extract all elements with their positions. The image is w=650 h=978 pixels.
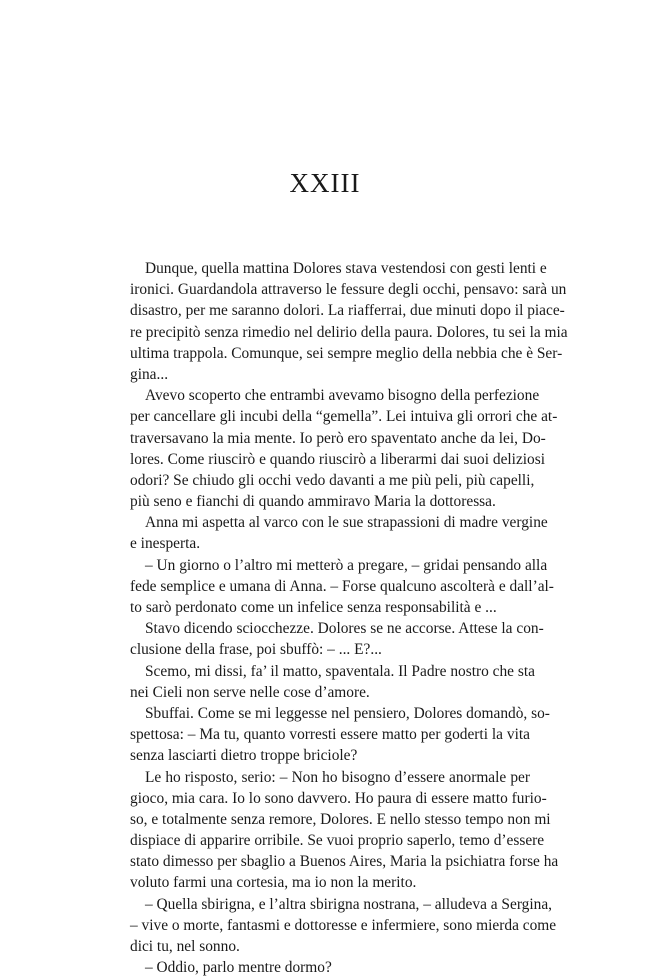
text-line: Le ho risposto, serio: – Non ho bisogno d’essere anormale per xyxy=(145,768,530,786)
paragraph xyxy=(130,703,550,767)
text-line: senza lasciarti dietro troppe briciole? xyxy=(130,747,358,765)
text-line: Stavo dicendo sciocchezze. Dolores se ne accorse. Attese la con- xyxy=(145,620,544,638)
text-line: e inesperta. xyxy=(130,535,201,553)
paragraph xyxy=(130,618,544,660)
text-line: so, e totalmente senza remore, Dolores. E nello stesso tempo non mi xyxy=(130,810,551,828)
text-line: gioco, mia cara. Io lo sono davvero. Ho paura di essere matto furio- xyxy=(130,789,547,807)
chapter-title: XXIII xyxy=(289,168,361,198)
paragraph xyxy=(130,767,559,894)
text-line: ultima trappola. Comunque, sei sempre meglio della nebbia che è Ser- xyxy=(130,344,563,362)
text-line: Dunque, quella mattina Dolores stava vestendosi con gesti lenti e xyxy=(145,260,547,277)
paragraph xyxy=(130,661,535,703)
text-line: disastro, per me saranno dolori. La riafferrai, due minuti dopo il piace- xyxy=(130,302,565,320)
text-line: – vive o morte, fantasmi e dottoresse e infermiere, sono mierda come xyxy=(130,916,557,934)
text-line: stato dimesso per sbaglio a Buenos Aires, Maria la psichiatra forse ha xyxy=(130,853,559,871)
text-line: fede semplice e umana di Anna. – Forse qualcuno ascolterà e dall’al- xyxy=(130,577,554,595)
text-line: Avevo scoperto che entrambi avevamo bisogno della perfezione xyxy=(145,387,540,405)
text-line: ironici. Guardandola attraverso le fessure degli occhi, pensavo: sarà un xyxy=(130,281,567,299)
text-line: spettosa: – Ma tu, quanto vorresti essere matto per goderti la vita xyxy=(130,726,530,744)
text-line: lores. Come riuscirò e quando riuscirò a liberarmi dai suoi deliziosi xyxy=(130,450,546,468)
paragraph xyxy=(130,385,558,512)
text-line: re precipitò senza rimedio nel delirio della paura. Dolores, tu sei la mia xyxy=(130,323,568,341)
text-line: Sbuffai. Come se mi leggesse nel pensiero, Dolores domandò, so- xyxy=(145,704,550,722)
paragraph xyxy=(130,555,554,619)
text-line: clusione della frase, poi sbuffò: – ... E?... xyxy=(130,641,382,659)
text-line: – Quella sbirigna, e l’altra sbirigna nostrana, – alludeva a Sergina, xyxy=(145,895,553,913)
text-line: Scemo, mi dissi, fa’ il matto, spaventala. Il Padre nostro che sta xyxy=(145,662,535,680)
text-line: gina... xyxy=(130,365,169,383)
text-line: nei Cieli non serve nelle cose d’amore. xyxy=(130,683,370,701)
text-line: dispiace di apparire orribile. Se vuoi proprio saperlo, temo d’essere xyxy=(130,832,545,850)
text-line: voluto farmi una cortesia, ma io non la merito. xyxy=(130,874,417,892)
text-line: – Un giorno o l’altro mi metterò a pregare, – gridai pensando alla xyxy=(145,556,548,574)
text-line: Anna mi aspetta al varco con le sue strapassioni di madre vergine xyxy=(145,514,548,532)
text-line: odori? Se chiudo gli occhi vedo davanti a me più peli, più capelli, xyxy=(130,471,535,489)
text-line: to sarò perdonato come un infelice senza responsabilità e ... xyxy=(130,599,497,616)
paragraph xyxy=(130,512,548,554)
text-line: dici tu, nel sonno. xyxy=(130,938,240,955)
chapter-body xyxy=(130,258,568,978)
text-line: più seno e fianchi di quando ammiravo Maria la dottoressa. xyxy=(130,493,496,511)
text-line: traversavano la mia mente. Io però ero spaventato anche da lei, Do- xyxy=(130,429,546,447)
paragraph xyxy=(130,258,568,385)
paragraph xyxy=(130,894,557,958)
text-line: – Oddio, parlo mentre dormo? xyxy=(145,959,332,977)
text-line: per cancellare gli incubi della “gemella”. Lei intuiva gli orrori che at- xyxy=(130,408,558,426)
